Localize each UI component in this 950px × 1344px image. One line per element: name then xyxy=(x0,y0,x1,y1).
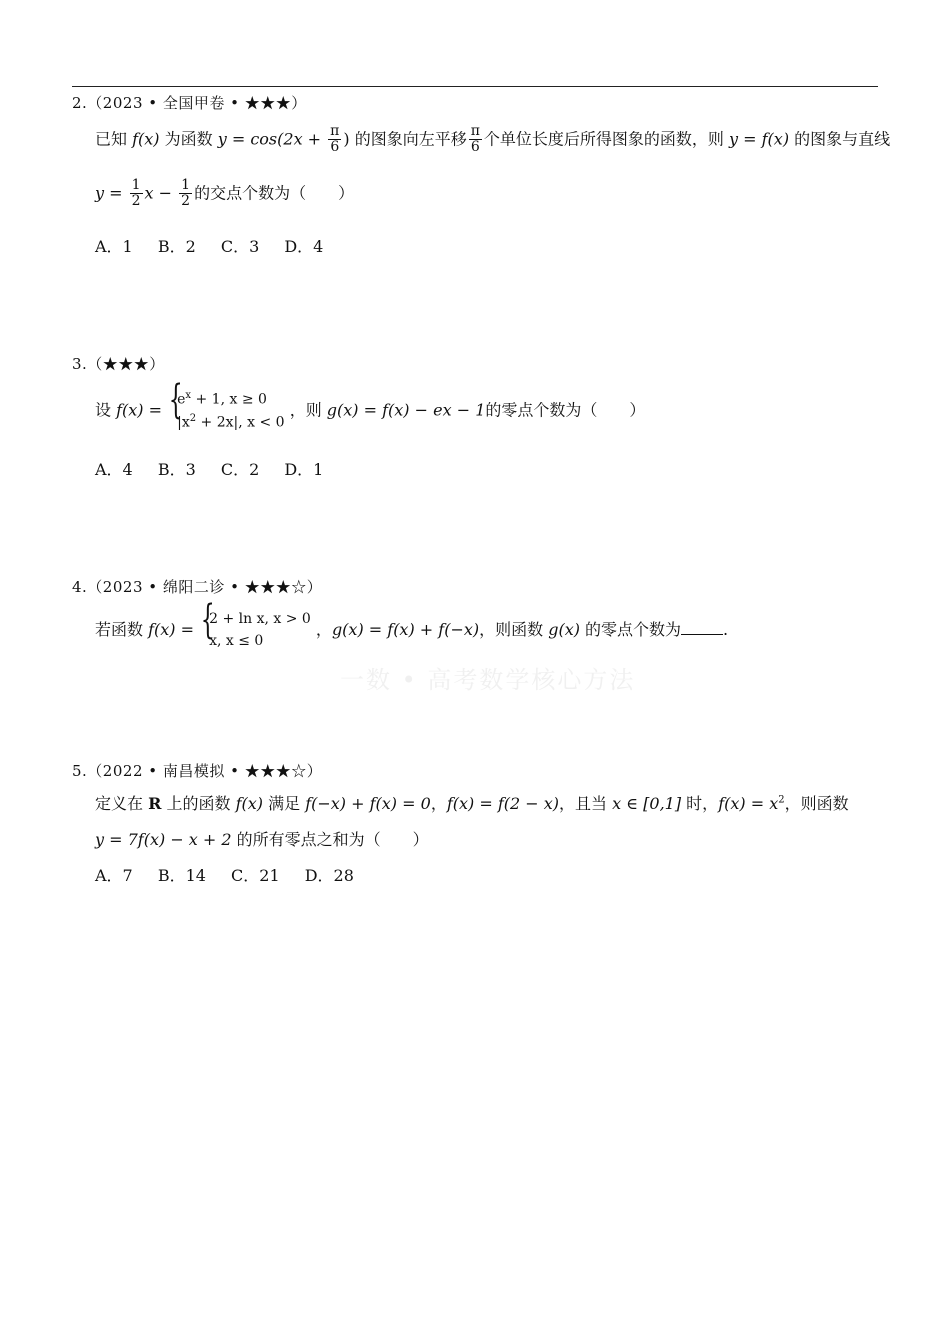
question-5-options: A．7 B．14 C．21 D．28 xyxy=(95,866,354,885)
top-rule xyxy=(72,86,878,87)
question-4-stem: 若函数 f(x) = { 2 + ln x, x > 0 x, x ≤ 0 ，g(x) = f(x) + f(−x)，则函数 g(x) 的零点个数为 . xyxy=(95,608,728,653)
question-3-stem: 设 f(x) = { $e^x + 1$, x ≥ 0 $|x^2 + 2x|$, x < 0 ，则 g(x) = f(x) − ex − 1的零点个数为（ ） xyxy=(95,388,645,434)
piecewise-function: { 2 + ln x, x > 0 x, x ≤ 0 xyxy=(199,608,311,653)
question-5-stem-line-2: y = 7f(x) − x + 2 的所有零点之和为（ ） xyxy=(95,830,429,849)
watermark: 一数 • 高考数学核心方法 xyxy=(340,666,636,694)
fraction-one-half-b: $\frac{1}{2}$ xyxy=(181,177,191,210)
fraction-one-half: $\frac{1}{2}$ xyxy=(131,177,141,210)
question-2-stem-line-2: y = $\frac{1}{2}$ x − $\frac{1}{2}$ 的交点个数为（ ） xyxy=(95,177,355,210)
question-4-header: 4.（2023 • 绵阳二诊 • ★★★☆） xyxy=(72,578,323,596)
answer-blank[interactable] xyxy=(681,620,723,635)
question-3-options: A．4 B．3 C．2 D．1 xyxy=(95,460,324,479)
fraction-pi-over-6-shift: $\frac{\pi}{6}$ xyxy=(470,123,480,156)
question-2-stem-line-1: 已知 f(x) 为函数 y = cos(2x + $\frac{\pi}{6}$ ) 的图象向左平移 $\frac{\pi}{6}$ 个单位长度后所得图象的函数，则 y = f(x) 的图象与直线 xyxy=(95,123,891,156)
question-5-stem-line-1: 定义在 R 上的函数 f(x) 满足 f(−x) + f(x) = 0，f(x) = f(2 − x)，且当 x ∈ [0,1] 时，$f(x) = x^2$，则函数 xyxy=(95,794,849,813)
fraction-pi-over-6: $\frac{\pi}{6}$ xyxy=(330,123,340,156)
question-3-header: 3.（★★★） xyxy=(72,355,165,373)
question-5-header: 5.（2022 • 南昌模拟 • ★★★☆） xyxy=(72,762,323,780)
piecewise-function: { $e^x + 1$, x ≥ 0 $|x^2 + 2x|$, x < 0 xyxy=(167,388,284,434)
question-2-header: 2.（2023 • 全国甲卷 • ★★★） xyxy=(72,94,307,112)
question-2-options: A．1 B．2 C．3 D．4 xyxy=(95,237,324,256)
